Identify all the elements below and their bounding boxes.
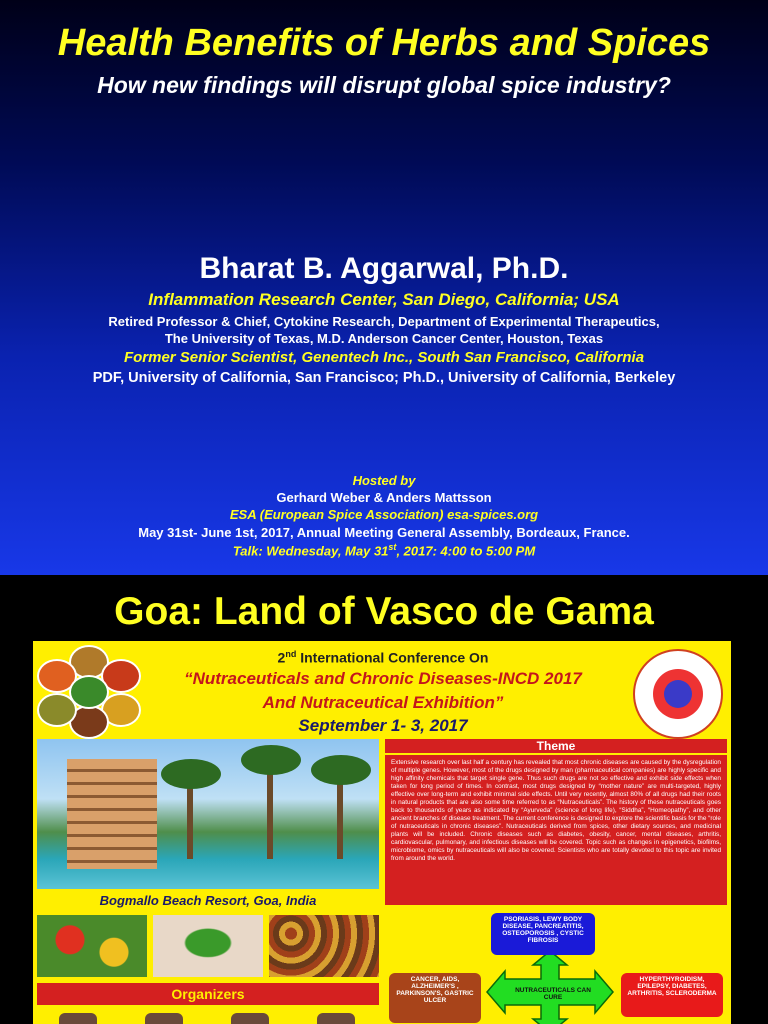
organizers-label: Organizers [37, 983, 379, 1005]
palm-leaves [311, 755, 371, 785]
affiliation-5: PDF, University of California, San Francisco; Ph.D., University of California, Berkeley [92, 370, 676, 386]
affiliation-1: Inflammation Research Center, San Diego, California; USA [148, 290, 620, 309]
resort-caption: Bogmallo Beach Resort, Goa, India [99, 893, 317, 908]
spice-flower-image [37, 645, 137, 737]
spice-petal [69, 675, 109, 709]
palm-leaves [161, 759, 221, 789]
organizer-photos [37, 1009, 379, 1024]
affiliation-3: The University of Texas, M.D. Anderson Cancer Center, Houston, Texas [164, 331, 604, 346]
hosts: Gerhard Weber & Anders Mattsson [276, 490, 492, 505]
fruits-image [37, 915, 147, 977]
conference-name-1: “Nutraceuticals and Chronic Diseases-INCD 2017 [184, 669, 582, 688]
affiliation-4: Former Senior Scientist, Genentech Inc., South San Francisco, California [123, 349, 645, 366]
conf-line: International Conference On [296, 649, 489, 666]
hosted-label: Hosted by [352, 473, 416, 488]
organizer-photo [317, 1013, 355, 1024]
disease-box-right: HYPERTHYROIDISM, EPILEPSY, DIABETES, ARTHRITIS, SCLERODERMA [621, 973, 723, 1017]
palm-leaves [241, 745, 301, 775]
food-images [37, 915, 379, 977]
slide-subtitle: How new findings will disrupt global spice industry? [97, 72, 671, 98]
talk-line [0, 542, 768, 558]
herb-in-hands-image [153, 915, 263, 977]
disease-box-left: CANCER, AIDS, ALZHEIMER'S , PARKINSON'S, GASTRIC ULCER [389, 973, 481, 1023]
hotel-building [67, 759, 157, 869]
talk-sup: st [388, 542, 397, 552]
talk-prefix: Talk: Wednesday, May 31 [232, 543, 389, 559]
logo-center [664, 680, 692, 708]
organizer-photo [231, 1013, 269, 1024]
conference-dates: September 1- 3, 2017 [298, 716, 468, 735]
esa-line: ESA (European Spice Association) esa-spices.org [229, 507, 539, 522]
talk-suffix: , 2017: 4:00 to 5:00 PM [396, 543, 536, 559]
conf-sup: nd [285, 649, 297, 659]
conference-number [143, 649, 623, 666]
theme-text: Extensive research over last half a century has revealed that most chronic diseases are caused by the dysregulation of multiple genes. However, most of the drugs designed by man (pharmaceutical companies) are highly specific and high affinity chemicals that target single gene. Thus such drugs are not so effective and exhibit side effects when taken for long period of times. In contrast, most drugs designed by “mother nature” are multi-targeted, highly effective over long-term and exhibit minimal side effects. Until very recently, almost 80% of all drugs had their roots in natural products that are also some time referred to as “Nutraceuticals”. The history of these nutraceuticals goes back to thousands of years as indicated by “Ayurveda” (science of long life), “Siddha”, “Homeopathy”, and other ancient branches of disease treatment. The current conference is designed to explore the scientific basis for the “role of nutraceuticals in chronic diseases”. Nutraceuticals derived from spices, other dietary sources, and medicinal plants will be included. Chronic diseases such as diabetes, obesity, cancer, mental diseases, arthritis, cardiovascular, pulmonary, and infectious diseases will be covered. Topic such as changes in epigenetics, biofilms, microbiome, omics by nutraceuticals will also be covered. Scientists who are totally devoted to this topic are invited from around the world. [385, 755, 727, 905]
organizer-photo [145, 1013, 183, 1024]
conference-name-2: And Nutraceutical Exhibition” [262, 693, 504, 712]
theme-label: Theme [385, 739, 727, 753]
author-name: Bharat B. Aggarwal, Ph.D. [199, 252, 569, 285]
organizer-photo [59, 1013, 97, 1024]
spices-image [269, 915, 379, 977]
center-text: NUTRACEUTICALS CAN CURE [515, 987, 591, 1001]
institute-logo [633, 649, 723, 739]
slide-title: Health Benefits of Herbs and Spices [57, 22, 711, 64]
conf-num: 2 [277, 649, 286, 666]
resort-photo [37, 739, 379, 889]
conference-poster [33, 641, 731, 1024]
affiliation-2: Retired Professor & Chief, Cytokine Research, Department of Experimental Therapeutics, [108, 314, 660, 329]
slide-2-title: Goa: Land of Vasco de Gama [114, 590, 654, 633]
disease-box-top: PSORIASIS, LEWY BODY DISEASE, PANCREATITIS, OSTEOPOROSIS , CYSTIC FIBROSIS [491, 913, 595, 955]
meeting-line: May 31st- June 1st, 2017, Annual Meeting General Assembly, Bordeaux, France. [138, 525, 630, 540]
